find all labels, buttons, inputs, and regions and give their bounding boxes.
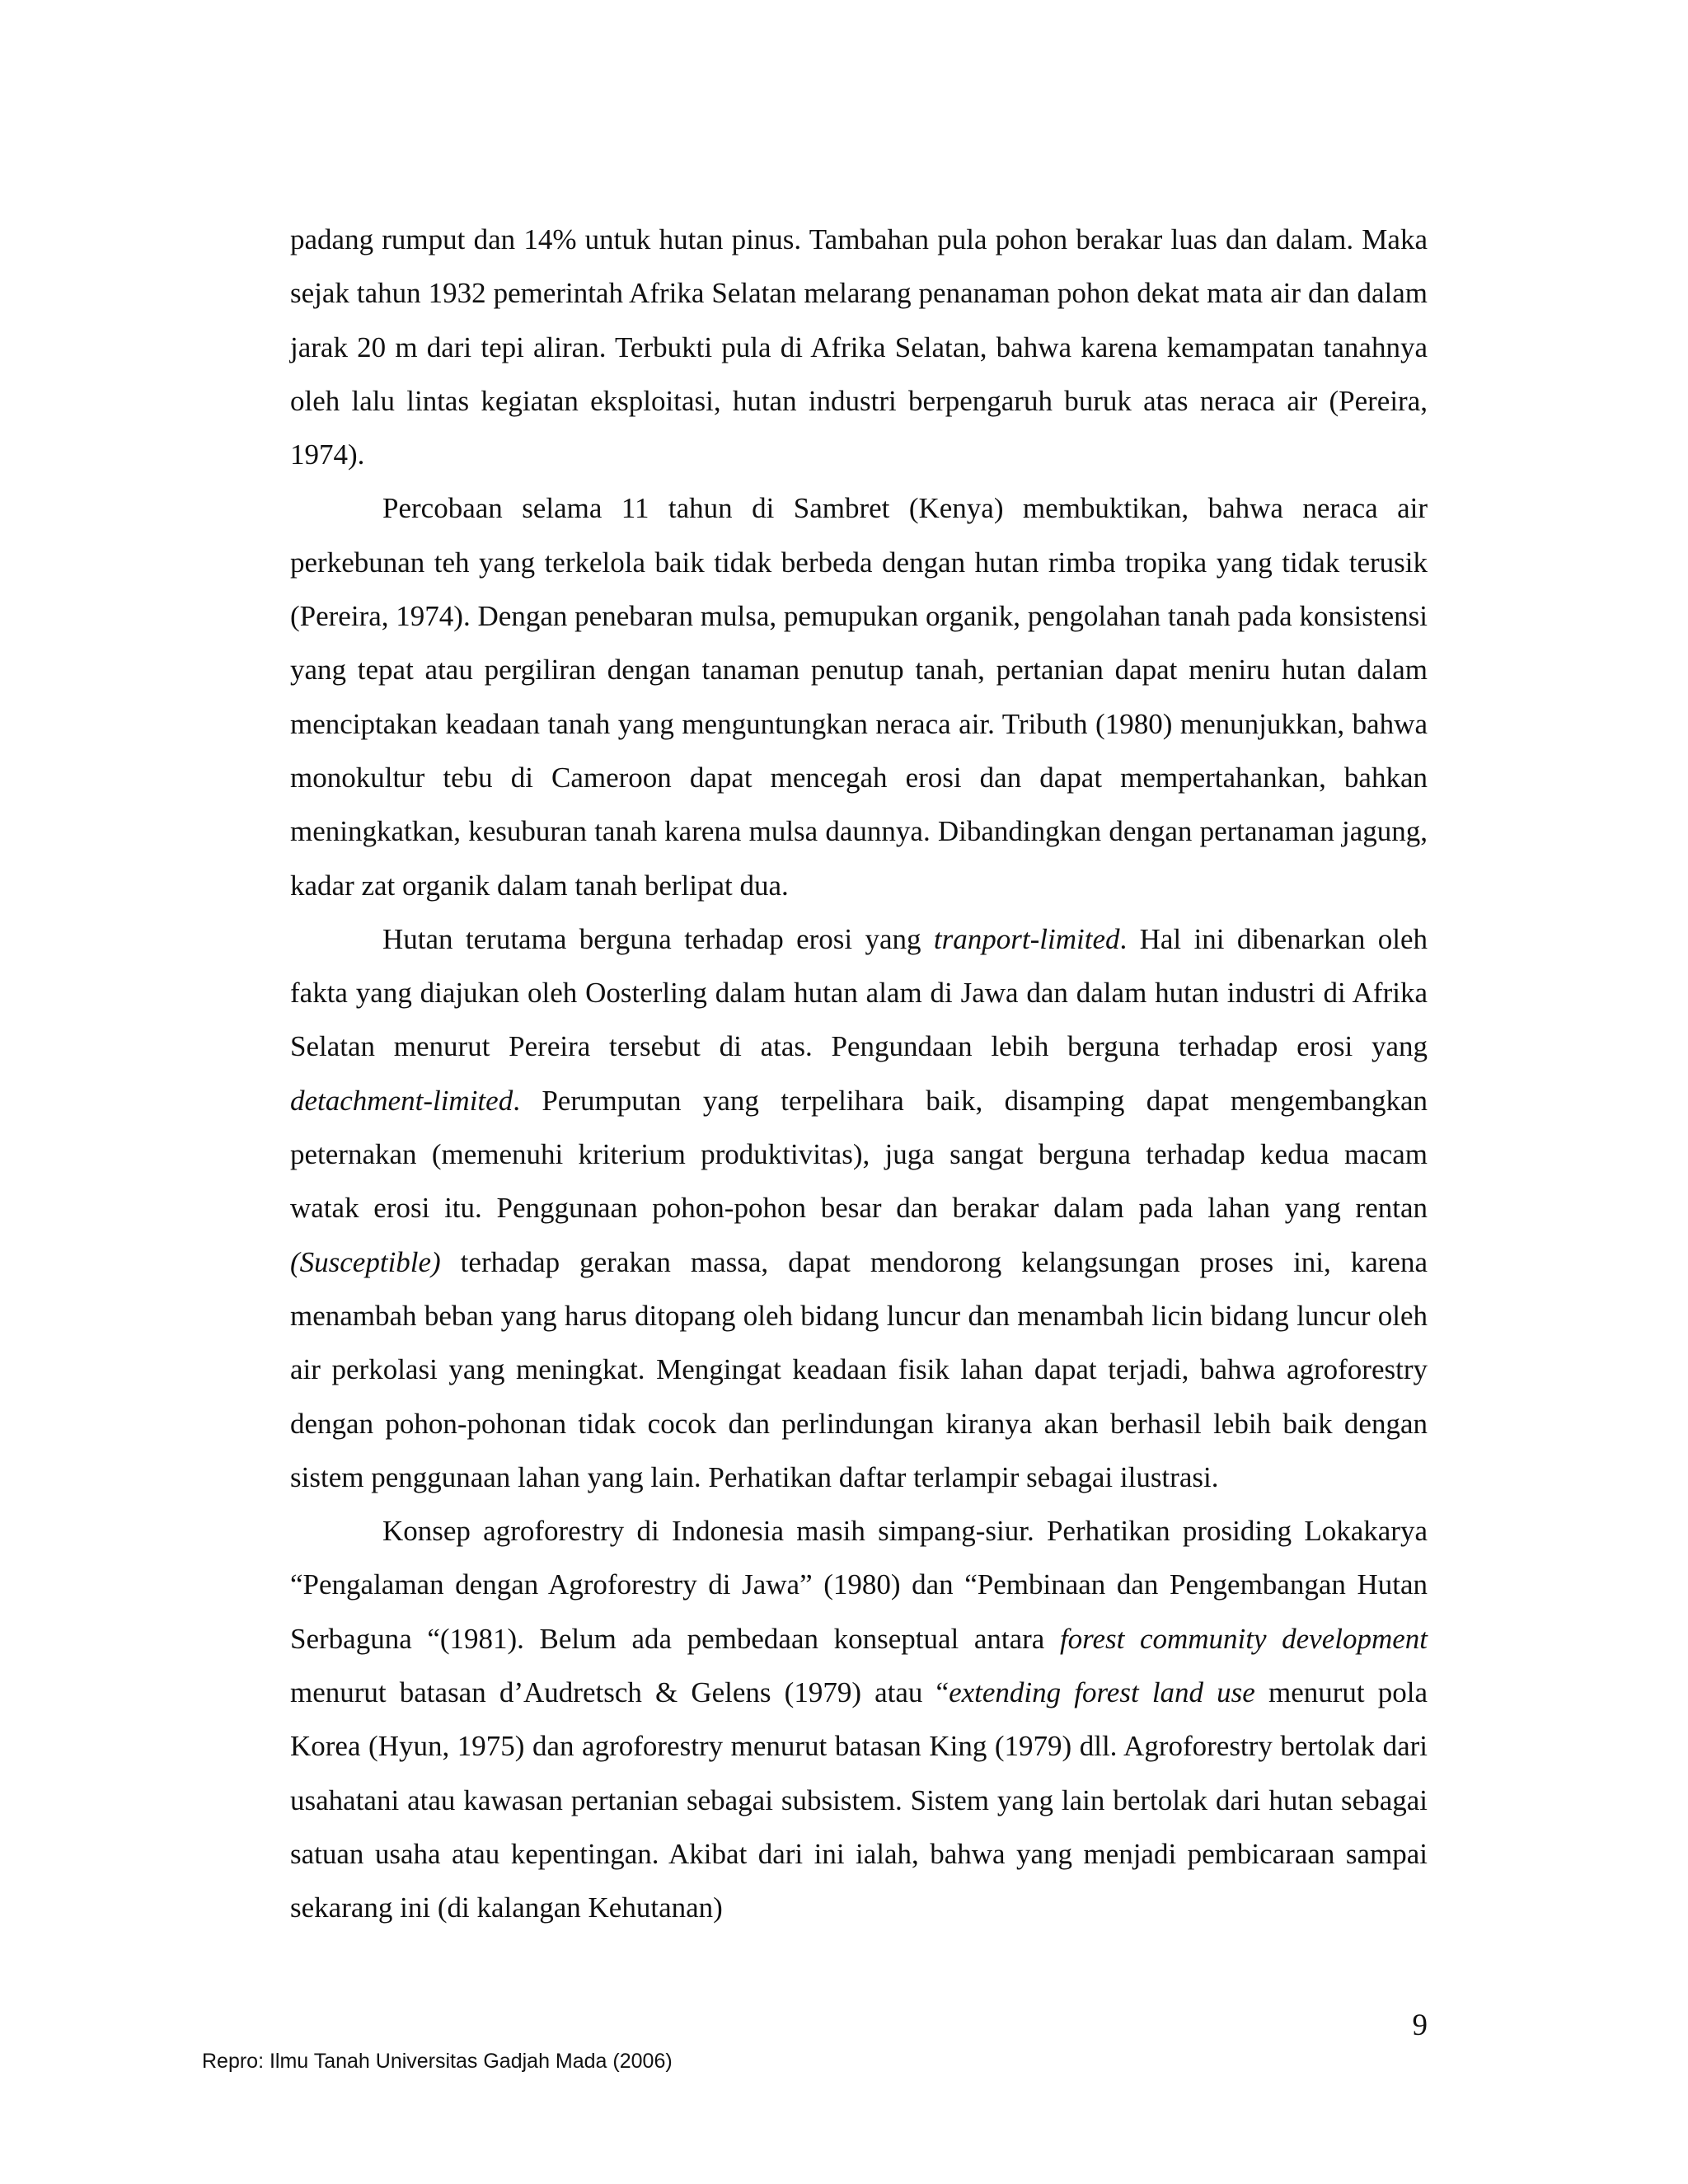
italic-term: (Susceptible)	[290, 1245, 441, 1278]
body-text	[290, 213, 1428, 1935]
paragraph-2	[290, 481, 1428, 912]
text-run: Hutan terutama berguna terhadap erosi yang	[382, 922, 934, 955]
text-run: menurut batasan d’Audretsch & Gelens (1979) atau “	[290, 1676, 950, 1709]
text-run: . Perumputan yang terpelihara baik, disamping dapat mengembangkan peternakan (memenuhi kriterium produktivitas), juga sangat berguna terhadap kedua macam watak erosi itu. Penggunaan pohon-pohon besar dan berakar dalam pada lahan yang rentan	[290, 1084, 1428, 1225]
paragraph-1	[290, 213, 1428, 481]
text-run: . Hal ini dibenarkan oleh fakta yang diajukan oleh Oosterling dalam hutan alam di Jawa dan dalam hutan industri di Afrika Selatan menurut Pereira tersebut di atas. Pengundaan lebih berguna terhadap erosi yang	[290, 922, 1428, 1063]
text-run: padang rumput dan 14% untuk hutan pinus. Tambahan pula pohon berakar luas dan dalam. Maka sejak tahun 1932 pemerintah Afrika Selatan melarang penanaman pohon dekat mata air dan dalam jarak 20 m dari tepi aliran. Terbukti pula di Afrika Selatan, bahwa karena kemampatan tanahnya oleh lalu lintas kegiatan eksploitasi, hutan industri berpengaruh buruk atas neraca air (Pereira, 1974).	[290, 223, 1428, 471]
italic-term: forest community development	[1059, 1622, 1428, 1655]
paragraph-3	[290, 912, 1428, 1504]
text-run: terhadap gerakan massa, dapat mendorong kelangsungan proses ini, karena menambah beban yang harus ditopang oleh bidang luncur dan menambah licin bidang luncur oleh air perkolasi yang meningkat. Mengingat keadaan fisik lahan dapat terjadi, bahwa agroforestry dengan pohon-pohonan tidak cocok dan perlindungan kiranya akan berhasil lebih baik dengan sistem penggunaan lahan yang lain. Perhatikan daftar terlampir sebagai ilustrasi.	[290, 1245, 1428, 1493]
italic-term: extending forest land use	[949, 1676, 1255, 1709]
footer-credit: Repro: Ilmu Tanah Universitas Gadjah Mada (2006)	[202, 2050, 673, 2073]
italic-term: detachment-limited	[290, 1084, 513, 1117]
page-number: 9	[1412, 2008, 1428, 2042]
text-run: Percobaan selama 11 tahun di Sambret (Kenya) membuktikan, bahwa neraca air perkebunan teh yang terkelola baik tidak berbeda dengan hutan rimba tropika yang tidak terusik (Pereira, 1974). Dengan penebaran mulsa, pemupukan organik, pengolahan tanah pada konsistensi yang tepat atau pergiliran dengan tanaman penutup tanah, pertanian dapat meniru hutan dalam menciptakan keadaan tanah yang menguntungkan neraca air. Tributh (1980) menunjukkan, bahwa monokultur tebu di Cameroon dapat mencegah erosi dan dapat mempertahankan, bahkan meningkatkan, kesuburan tanah karena mulsa daunnya. Dibandingkan dengan pertanaman jagung, kadar zat organik dalam tanah berlipat dua.	[290, 492, 1428, 902]
text-run: menurut pola Korea (Hyun, 1975) dan agroforestry menurut batasan King (1979) dll. Agroforestry bertolak dari usahatani atau kawasan pertanian sebagai subsistem. Sistem yang lain bertolak dari hutan sebagai satuan usaha atau kepentingan. Akibat dari ini ialah, bahwa yang menjadi pembicaraan sampai sekarang ini (di kalangan Kehutanan)	[290, 1676, 1428, 1924]
italic-term: tranport-limited	[933, 922, 1120, 955]
text-run: Konsep agroforestry di Indonesia masih simpang-siur. Perhatikan prosiding Lokakarya “Pengalaman dengan Agroforestry di Jawa” (1980) dan “Pembinaan dan Pengembangan Hutan Serbaguna “(1981). Belum ada pembedaan konseptual antara	[290, 1515, 1428, 1655]
paragraph-4	[290, 1504, 1428, 1934]
